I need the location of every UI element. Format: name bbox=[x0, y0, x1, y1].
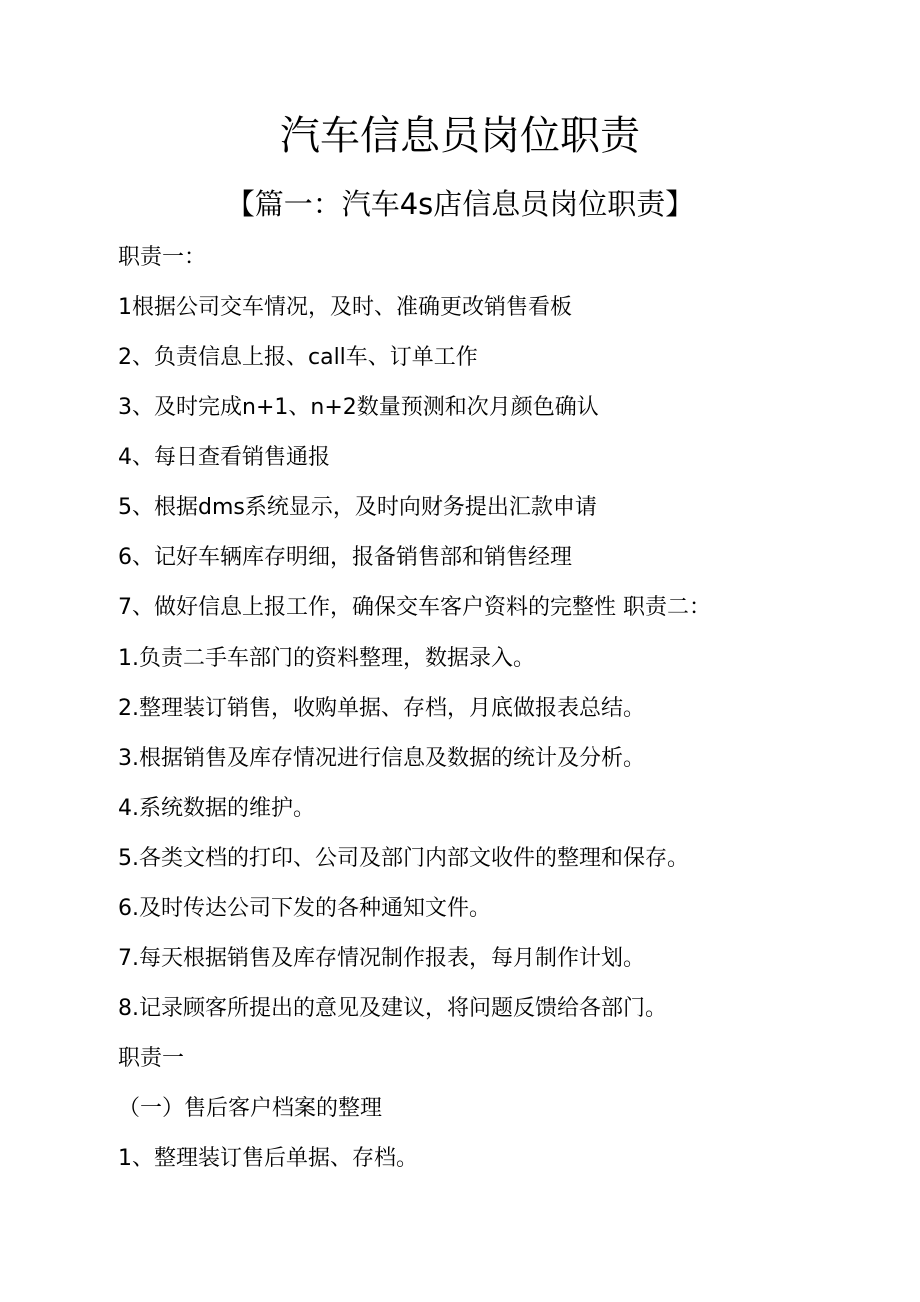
text-line: 职责一： bbox=[118, 245, 207, 270]
text-line: 4.系统数据的维护。 bbox=[118, 796, 315, 821]
text-line: 1、整理装订售后单据、存档。 bbox=[118, 1146, 418, 1171]
text-line: 8.记录顾客所提出的意见及建议，将问题反馈给各部门。 bbox=[118, 996, 667, 1021]
text-line: （一）售后客户档案的整理 bbox=[118, 1096, 383, 1121]
text-line: 1根据公司交车情况，及时、准确更改销售看板 bbox=[118, 295, 572, 320]
document-title: 汽车信息员岗位职责 bbox=[280, 113, 640, 159]
text-line: 3.根据销售及库存情况进行信息及数据的统计及分析。 bbox=[118, 746, 645, 771]
text-line: 6.及时传达公司下发的各种通知文件。 bbox=[118, 896, 491, 921]
text-line: 3、及时完成n+1、n+2数量预测和次月颜色确认 bbox=[118, 395, 599, 420]
text-line: 2.整理装订销售，收购单据、存档，月底做报表总结。 bbox=[118, 696, 645, 721]
text-line: 4、每日查看销售通报 bbox=[118, 445, 330, 470]
text-line: 职责一 bbox=[118, 1046, 185, 1071]
text-line: 5、根据dms系统显示，及时向财务提出汇款申请 bbox=[118, 495, 597, 520]
text-line: 1.负责二手车部门的资料整理，数据录入。 bbox=[118, 646, 535, 671]
text-line: 2、负责信息上报、call车、订单工作 bbox=[118, 345, 478, 370]
text-line: 5.各类文档的打印、公司及部门内部文收件的整理和保存。 bbox=[118, 846, 689, 871]
text-line: 6、记好车辆库存明细，报备销售部和销售经理 bbox=[118, 545, 572, 570]
document-subtitle: 【篇一：汽车4s店信息员岗位职责】 bbox=[225, 187, 695, 221]
text-line: 7.每天根据销售及库存情况制作报表，每月制作计划。 bbox=[118, 946, 645, 971]
text-line: 7、做好信息上报工作，确保交车客户资料的完整性 职责二： bbox=[118, 595, 711, 620]
